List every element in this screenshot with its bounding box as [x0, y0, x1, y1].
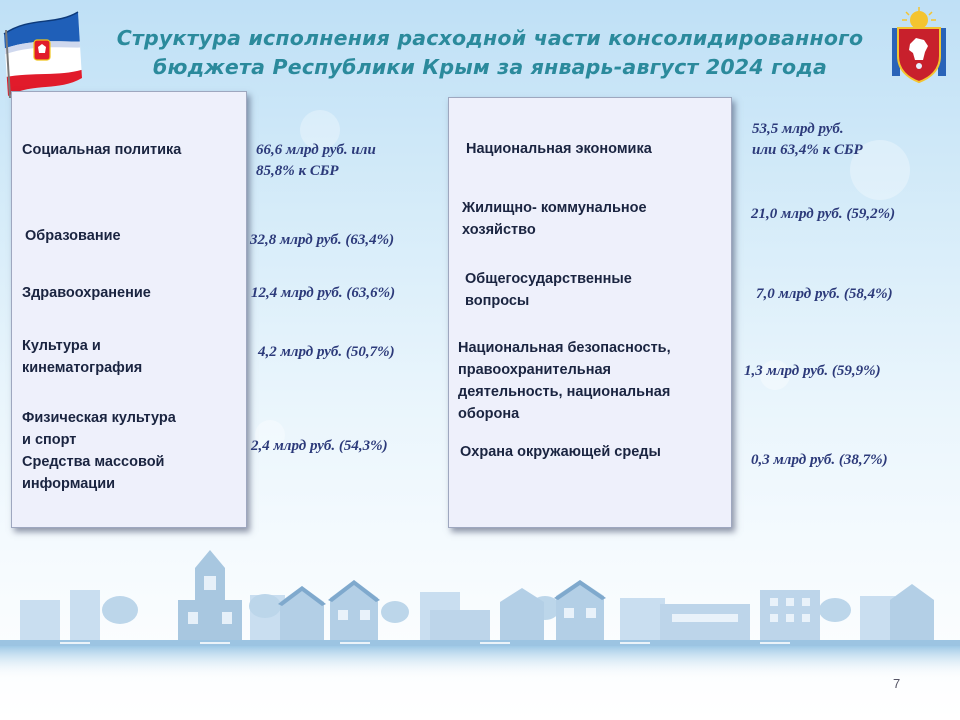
title-line-1: Структура исполнения расходной части консолидированного	[116, 26, 864, 50]
category-environment: Охрана окружающей среды	[460, 444, 661, 460]
value-culture: 4,2 млрд руб. (50,7%)	[258, 344, 395, 360]
value-education: 32,8 млрд руб. (63,4%)	[250, 232, 395, 248]
value-environment: 0,3 млрд руб. (38,7%)	[751, 452, 888, 468]
category-general-state: Общегосударственные вопросы	[465, 271, 632, 309]
category-sport-media: Физическая культура и спорт Средства массовой информации	[22, 410, 176, 492]
value-national-security: 1,3 млрд руб. (59,9%)	[744, 363, 881, 379]
town-skyline-illustration	[0, 540, 960, 680]
page-number: 7	[893, 676, 901, 691]
category-healthcare: Здравоохранение	[22, 285, 151, 301]
crimea-coat-of-arms-icon	[884, 6, 954, 84]
value-sport-media: 2,4 млрд руб. (54,3%)	[251, 438, 388, 454]
category-social-policy: Социальная политика	[22, 142, 182, 158]
category-culture: Культура и кинематография	[22, 338, 143, 376]
value-social-policy: 66,6 млрд руб. или 85,8% к СБР	[256, 142, 376, 179]
value-general-state: 7,0 млрд руб. (58,4%)	[756, 286, 893, 302]
right-panel	[448, 97, 732, 528]
category-housing-utilities: Жилищно- коммунальное хозяйство	[462, 200, 647, 238]
category-national-economy: Национальная экономика	[466, 141, 652, 157]
category-education: Образование	[25, 228, 121, 244]
page-title	[95, 24, 885, 82]
crimea-flag-icon	[0, 0, 100, 100]
value-healthcare: 12,4 млрд руб. (63,6%)	[251, 285, 396, 301]
value-housing-utilities: 21,0 млрд руб. (59,2%)	[751, 206, 896, 222]
value-national-economy: 53,5 млрд руб. или 63,4% к СБР	[752, 121, 863, 158]
category-national-security: Национальная безопасность, правоохранительная деятельность, национальная оборона	[458, 340, 671, 422]
title-line-2: бюджета Республики Крым за январь-август 2024 года	[152, 55, 828, 79]
